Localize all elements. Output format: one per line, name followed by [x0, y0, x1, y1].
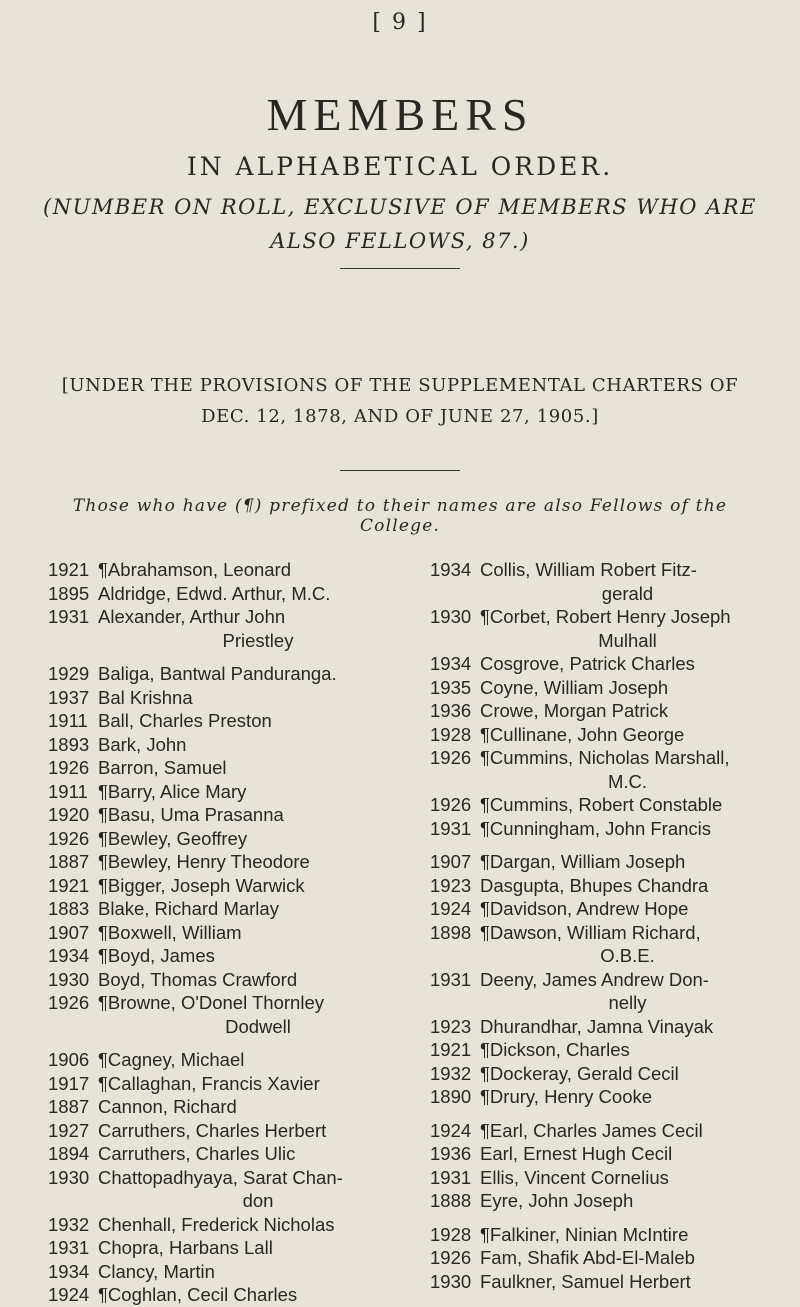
member-name — [480, 605, 775, 652]
member-name — [480, 1015, 775, 1039]
member-year: 1934 — [430, 653, 472, 674]
member-name — [98, 1119, 418, 1143]
member-entry — [48, 733, 418, 757]
member-name — [98, 1142, 418, 1166]
members-column-left — [48, 558, 418, 1307]
member-name-text: ¶Falkiner, Ninian McIntire — [480, 1223, 689, 1245]
member-name-text: Carruthers, Charles Ulic — [98, 1143, 296, 1164]
provisions-note: [UNDER THE PROVISIONS OF THE SUPPLEMENTAL CHARTERS OF DEC. 12, 1878, AND OF JUNE 27, 1905.] — [61, 375, 739, 427]
member-year: 1906 — [48, 1049, 90, 1070]
divider — [340, 268, 460, 269]
member-entry — [430, 1166, 775, 1190]
member-year: 1934 — [48, 1260, 90, 1282]
member-name-text: ¶Callaghan, Francis Xavier — [98, 1072, 320, 1094]
member-entry — [48, 1072, 418, 1096]
member-name-text: ¶Abrahamson, Leonard — [98, 559, 292, 580]
member-entry — [48, 1048, 418, 1072]
member-name — [98, 803, 418, 827]
member-year: 1930 — [48, 1166, 90, 1188]
member-entry — [430, 897, 775, 921]
member-entry — [48, 803, 418, 827]
member-name — [480, 746, 775, 793]
member-year: 1926 — [48, 992, 90, 1013]
member-name-text: Ball, Charles Preston — [98, 710, 272, 731]
member-name-text: Faulkner, Samuel Herbert — [480, 1270, 691, 1292]
member-name — [480, 1223, 775, 1247]
member-name — [480, 817, 775, 841]
member-entry — [430, 1119, 775, 1143]
member-name — [98, 850, 418, 874]
member-name-continuation: Mulhall — [598, 629, 657, 651]
member-name — [480, 1062, 775, 1086]
member-name — [98, 827, 418, 851]
member-name — [98, 1283, 418, 1307]
member-entry — [430, 1270, 775, 1294]
member-entry — [430, 652, 775, 676]
member-entry — [48, 780, 418, 804]
member-year: 1895 — [48, 582, 90, 604]
member-year: 1932 — [48, 1213, 90, 1235]
member-year: 1931 — [430, 1166, 472, 1188]
member-entry — [48, 874, 418, 898]
member-name-text: Coyne, William Joseph — [480, 676, 669, 698]
member-year: 1924 — [48, 1284, 90, 1305]
member-entry — [430, 874, 775, 898]
member-name-text: Cannon, Richard — [98, 1096, 237, 1117]
member-name-text: Boyd, Thomas Crawford — [98, 968, 298, 990]
member-year: 1887 — [48, 1096, 90, 1117]
member-name-text: ¶Drury, Henry Cooke — [480, 1086, 653, 1107]
member-name-continuation: gerald — [601, 582, 654, 604]
member-name — [480, 1119, 775, 1143]
member-year: 1924 — [430, 898, 472, 919]
member-name-text: ¶Davidson, Andrew Hope — [480, 898, 689, 919]
member-entry — [430, 1142, 775, 1166]
member-entry — [48, 1142, 418, 1166]
member-entry — [48, 968, 418, 992]
member-name — [98, 1072, 418, 1096]
member-name-text: Bark, John — [98, 733, 187, 755]
member-name-text: ¶Browne, O'Donel Thornley — [98, 992, 324, 1013]
member-name — [98, 991, 418, 1038]
member-year: 1907 — [430, 851, 472, 872]
member-name — [98, 944, 418, 968]
member-name-text: Chopra, Harbans Lall — [98, 1237, 273, 1258]
member-name — [98, 968, 418, 992]
member-name-text: ¶Boxwell, William — [98, 921, 242, 943]
member-name — [480, 558, 775, 605]
member-name — [98, 709, 418, 733]
member-year: 1921 — [430, 1039, 472, 1060]
member-entry — [430, 1189, 775, 1213]
member-entry — [48, 1166, 418, 1213]
member-entry — [430, 968, 775, 1015]
member-name — [480, 1189, 775, 1213]
member-name-text: Dhurandhar, Jamna Vinayak — [480, 1015, 714, 1037]
member-name-text: Fam, Shafik Abd-El-Maleb — [480, 1247, 695, 1268]
member-year: 1883 — [48, 898, 90, 919]
member-name-text: ¶Earl, Charles James Cecil — [480, 1119, 703, 1141]
member-year: 1923 — [430, 1015, 472, 1037]
member-entry — [430, 723, 775, 747]
member-name — [98, 1166, 418, 1213]
member-name — [480, 1142, 775, 1166]
member-entry — [430, 699, 775, 723]
member-entry — [430, 558, 775, 605]
member-entry — [48, 1236, 418, 1260]
member-entry — [48, 850, 418, 874]
member-name-text: ¶Coghlan, Cecil Charles — [98, 1284, 298, 1305]
member-entry — [48, 605, 418, 652]
member-year: 1888 — [430, 1190, 472, 1211]
member-name-text: ¶Cummins, Robert Constable — [480, 794, 723, 815]
member-entry — [48, 1260, 418, 1284]
member-name — [480, 652, 775, 676]
member-name — [98, 605, 418, 652]
member-year: 1931 — [48, 1237, 90, 1258]
member-year: 1894 — [48, 1143, 90, 1164]
member-year: 1917 — [48, 1072, 90, 1094]
member-year: 1936 — [430, 700, 472, 721]
member-name-text: ¶Cullinane, John George — [480, 723, 685, 745]
member-entry — [48, 1283, 418, 1307]
member-name-continuation: don — [242, 1190, 274, 1211]
member-year: 1929 — [48, 663, 90, 684]
member-year: 1932 — [430, 1062, 472, 1084]
member-name-text: Ellis, Vincent Cornelius — [480, 1166, 669, 1188]
member-year: 1926 — [430, 794, 472, 815]
member-entry — [430, 817, 775, 841]
member-name-text: Bal Krishna — [98, 686, 193, 708]
member-year: 1930 — [430, 606, 472, 627]
member-entry — [48, 991, 418, 1038]
member-year: 1921 — [48, 874, 90, 896]
member-entry — [430, 1223, 775, 1247]
member-name-text: ¶Cummins, Nicholas Marshall, — [480, 747, 730, 768]
member-name — [98, 874, 418, 898]
member-name-text: ¶Dawson, William Richard, — [480, 921, 701, 943]
member-year: 1890 — [430, 1086, 472, 1107]
member-name — [98, 780, 418, 804]
member-name-continuation: nelly — [608, 992, 647, 1013]
member-entry — [48, 1119, 418, 1143]
member-year: 1926 — [430, 747, 472, 768]
member-name-text: ¶Dockeray, Gerald Cecil — [480, 1062, 679, 1084]
member-name-text: Chattopadhyaya, Sarat Chan- — [98, 1166, 343, 1188]
member-name — [480, 1038, 775, 1062]
member-year: 1930 — [48, 968, 90, 990]
member-name-text: Barron, Samuel — [98, 757, 227, 778]
member-name — [98, 686, 418, 710]
member-entry — [48, 897, 418, 921]
member-name-text: ¶Bigger, Joseph Warwick — [98, 874, 305, 896]
member-name-continuation: Priestley — [222, 629, 294, 651]
member-name — [98, 921, 418, 945]
member-year: 1927 — [48, 1119, 90, 1141]
member-entry — [48, 921, 418, 945]
member-year: 1928 — [430, 723, 472, 745]
member-entry — [430, 850, 775, 874]
member-name — [480, 723, 775, 747]
member-name-text: ¶Bewley, Geoffrey — [98, 827, 248, 849]
member-year: 1931 — [48, 606, 90, 627]
member-name — [98, 733, 418, 757]
member-name — [480, 1166, 775, 1190]
member-name — [98, 558, 418, 582]
member-year: 1924 — [430, 1119, 472, 1141]
member-name-text: Blake, Richard Marlay — [98, 898, 279, 919]
member-year: 1921 — [48, 559, 90, 580]
page-title: MEMBERS — [266, 89, 534, 140]
member-entry — [48, 709, 418, 733]
member-year: 1920 — [48, 804, 90, 825]
member-entry — [430, 921, 775, 968]
member-year: 1911 — [48, 780, 88, 802]
member-entry — [430, 1015, 775, 1039]
member-name — [98, 1048, 418, 1072]
member-name-text: Carruthers, Charles Herbert — [98, 1119, 327, 1141]
member-name — [480, 897, 775, 921]
member-name-text: Eyre, John Joseph — [480, 1190, 634, 1211]
member-entry — [48, 944, 418, 968]
member-name — [480, 968, 775, 1015]
member-name-continuation: Dodwell — [225, 1015, 291, 1037]
member-name — [98, 897, 418, 921]
page-number: [ 9 ] — [372, 10, 428, 35]
member-year: 1931 — [430, 968, 472, 990]
member-entry — [430, 1038, 775, 1062]
member-entry — [430, 1062, 775, 1086]
member-name-continuation: O.B.E. — [600, 945, 655, 966]
member-name — [480, 850, 775, 874]
member-name — [98, 1095, 418, 1119]
member-name-text: Crowe, Morgan Patrick — [480, 700, 669, 721]
member-name-text: Deeny, James Andrew Don- — [480, 968, 709, 990]
page-subtitle: IN ALPHABETICAL ORDER. — [186, 152, 614, 181]
member-name — [98, 582, 418, 606]
member-year: 1923 — [430, 874, 472, 896]
member-name-text: Earl, Ernest Hugh Cecil — [480, 1143, 673, 1164]
member-name — [98, 1260, 418, 1284]
members-column-right — [430, 558, 775, 1293]
member-name — [480, 676, 775, 700]
member-entry — [48, 1213, 418, 1237]
roll-note: (NUMBER ON ROLL, EXCLUSIVE OF MEMBERS WHO ARE ALSO FELLOWS, 87.) — [43, 195, 757, 253]
member-name — [98, 1213, 418, 1237]
member-name — [98, 756, 418, 780]
member-name — [480, 1246, 775, 1270]
member-year: 1934 — [48, 945, 90, 966]
member-name-text: ¶Cagney, Michael — [98, 1049, 245, 1070]
member-entry — [430, 746, 775, 793]
member-entry — [430, 1246, 775, 1270]
member-name — [480, 921, 775, 968]
divider — [340, 470, 460, 471]
member-entry — [48, 1095, 418, 1119]
member-name-text: ¶Dargan, William Joseph — [480, 851, 686, 872]
member-name — [480, 1085, 775, 1109]
member-name-text: Dasgupta, Bhupes Chandra — [480, 874, 709, 896]
member-year: 1907 — [48, 921, 90, 943]
member-entry — [48, 686, 418, 710]
member-year: 1930 — [430, 1270, 472, 1292]
member-year: 1936 — [430, 1143, 472, 1164]
member-year: 1898 — [430, 921, 472, 943]
member-name-text: Collis, William Robert Fitz- — [480, 559, 697, 580]
member-year: 1935 — [430, 676, 472, 698]
member-year: 1911 — [48, 710, 88, 731]
member-name-text: Clancy, Martin — [98, 1260, 215, 1282]
fellows-legend: Those who have (¶) prefixed to their names are also Fellows of the College. — [72, 496, 728, 536]
member-entry — [48, 582, 418, 606]
member-entry — [48, 558, 418, 582]
member-entry — [430, 605, 775, 652]
member-name-text: Aldridge, Edwd. Arthur, M.C. — [98, 582, 331, 604]
member-entry — [430, 1085, 775, 1109]
member-name — [480, 1270, 775, 1294]
member-entry — [430, 793, 775, 817]
member-name-text: ¶Cunningham, John Francis — [480, 817, 712, 839]
member-year: 1934 — [430, 559, 472, 580]
member-year: 1928 — [430, 1223, 472, 1245]
member-name-text: Cosgrove, Patrick Charles — [480, 653, 695, 674]
member-year: 1893 — [48, 733, 90, 755]
member-entry — [48, 662, 418, 686]
member-name-continuation: M.C. — [607, 770, 648, 792]
member-name-text: ¶Dickson, Charles — [480, 1039, 630, 1060]
member-year: 1926 — [430, 1247, 472, 1268]
member-entry — [430, 676, 775, 700]
member-entry — [48, 827, 418, 851]
member-year: 1931 — [430, 817, 472, 839]
member-name-text: Baliga, Bantwal Panduranga. — [98, 663, 337, 684]
member-year: 1937 — [48, 686, 90, 708]
member-name-text: ¶Basu, Uma Prasanna — [98, 804, 284, 825]
member-name-text: Chenhall, Frederick Nicholas — [98, 1213, 335, 1235]
member-name — [480, 874, 775, 898]
member-year: 1887 — [48, 851, 90, 872]
member-name-text: ¶Boyd, James — [98, 945, 215, 966]
member-name-text: ¶Barry, Alice Mary — [98, 780, 247, 802]
member-name — [98, 1236, 418, 1260]
member-name — [480, 699, 775, 723]
member-name — [98, 662, 418, 686]
member-name — [480, 793, 775, 817]
member-name-text: Alexander, Arthur John — [98, 606, 286, 627]
member-name-text: ¶Bewley, Henry Theodore — [98, 851, 310, 872]
member-year: 1926 — [48, 827, 90, 849]
member-entry — [48, 756, 418, 780]
member-name-text: ¶Corbet, Robert Henry Joseph — [480, 606, 731, 627]
member-year: 1926 — [48, 757, 90, 778]
